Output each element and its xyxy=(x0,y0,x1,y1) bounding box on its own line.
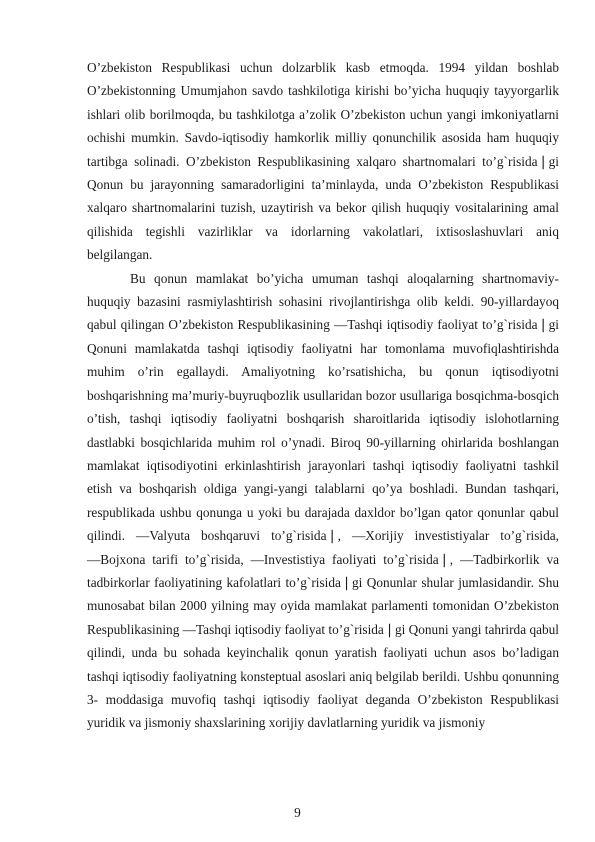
paragraph-continuation: O’zbekiston Respublikasi uchun dolzarblik kasb etmoqda. 1994 yildan boshlab O’zbekistonning Umumjahon savdo tashkilotiga kirishi bo’yicha huquqiy tayyorgarlik ishlari olib borilmoqda, bu tashkilotga a’zolik O’zbekiston uchun yangi imkoniyatlarni ochishi mumkin. Savdo-iqtisodiy hamkorlik milliy qonunchilik asosida ham huquqiy tartibga solinadi. O’zbekiston Respublikasining xalqaro shartnomalari to’g`risida❘gi Qonun bu jarayonning samaradorligini ta’minlayda, unda O’zbekiston Respublikasi xalqaro shartnomalarini tuzish, uzaytirish va bekor qilish huquqiy vositalarining amal qilishida tegishli vazirliklar va idorlarning vakolatlari, ixtisoslashuvlari aniq belgilangan. xyxy=(87,60,559,263)
document-body xyxy=(87,56,559,735)
page-number: 9 xyxy=(294,805,301,820)
paragraph-law-overview: Bu qonun mamlakat bo’yicha umuman tashqi aloqalarning shartnomaviy-huquqiy bazasini rasmiylashtirish sohasini rivojlantirishga olib keldi. 90-yillardayoq qabul qilingan O’zbekiston Respublikasining ―Tashqi iqtisodiy faoliyat to’g`risida❘gi Qonuni mamlakatda tashqi iqtisodiy faoliyatni har tomonlama muvofiqlashtirishda muhim o’rin egallaydi. Amaliyotning ko’rsatishicha, bu qonun iqtisodiyotni boshqarishning ma’muriy-buyruqbozlik usullaridan bozor usullariga bosqichma-bosqich o’tish, tashqi iqtisodiy faoliyatni boshqarish sharoitlarida iqtisodiy islohotlarning dastlabki bosqichlarida muhim rol o’ynadi. Biroq 90-yillarning ohirlarida boshlangan mamlakat iqtisodiyotini erkinlashtirish jarayonlari tashqi iqtisodiy faoliyatni tashkil etish va boshqarish oldiga yangi-yangi talablarni qo’ya boshladi. Bundan tashqari, respublikada ushbu qonunga u yoki bu darajada daxldor bo’lgan qator qonunlar qabul qilindi. ―Valyuta boshqaruvi to’g`risida❘, ―Xorijiy investistiyalar to’g`risida, ―Bojxona tarifi to’g`risida, ―Investistiya faoliyati to’g`risida❘, ―Tadbirkorlik va tadbirkorlar faoliyatining kafolatlari to’g`risida❘gi Qonunlar shular jumlasidandir. Shu munosabat bilan 2000 yilning may oyida mamlakat parlamenti tomonidan O’zbekiston Respublikasining ―Tashqi iqtisodiy faoliyat to’g`risida❘gi Qonuni yangi tahrirda qabul qilindi, unda bu sohada keyinchalik qonun yaratish faoliyati uchun asos bo’ladigan tashqi iqtisodiy faoliyatning konsteptual asoslari aniq belgilab berildi. Ushbu qonunning 3- moddasiga muvofiq tashqi iqtisodiy faoliyat deganda O’zbekiston Respublikasi yuridik va jismoniy shaxslarining xorijiy davlatlarning yuridik va jismoniy xyxy=(87,270,559,731)
